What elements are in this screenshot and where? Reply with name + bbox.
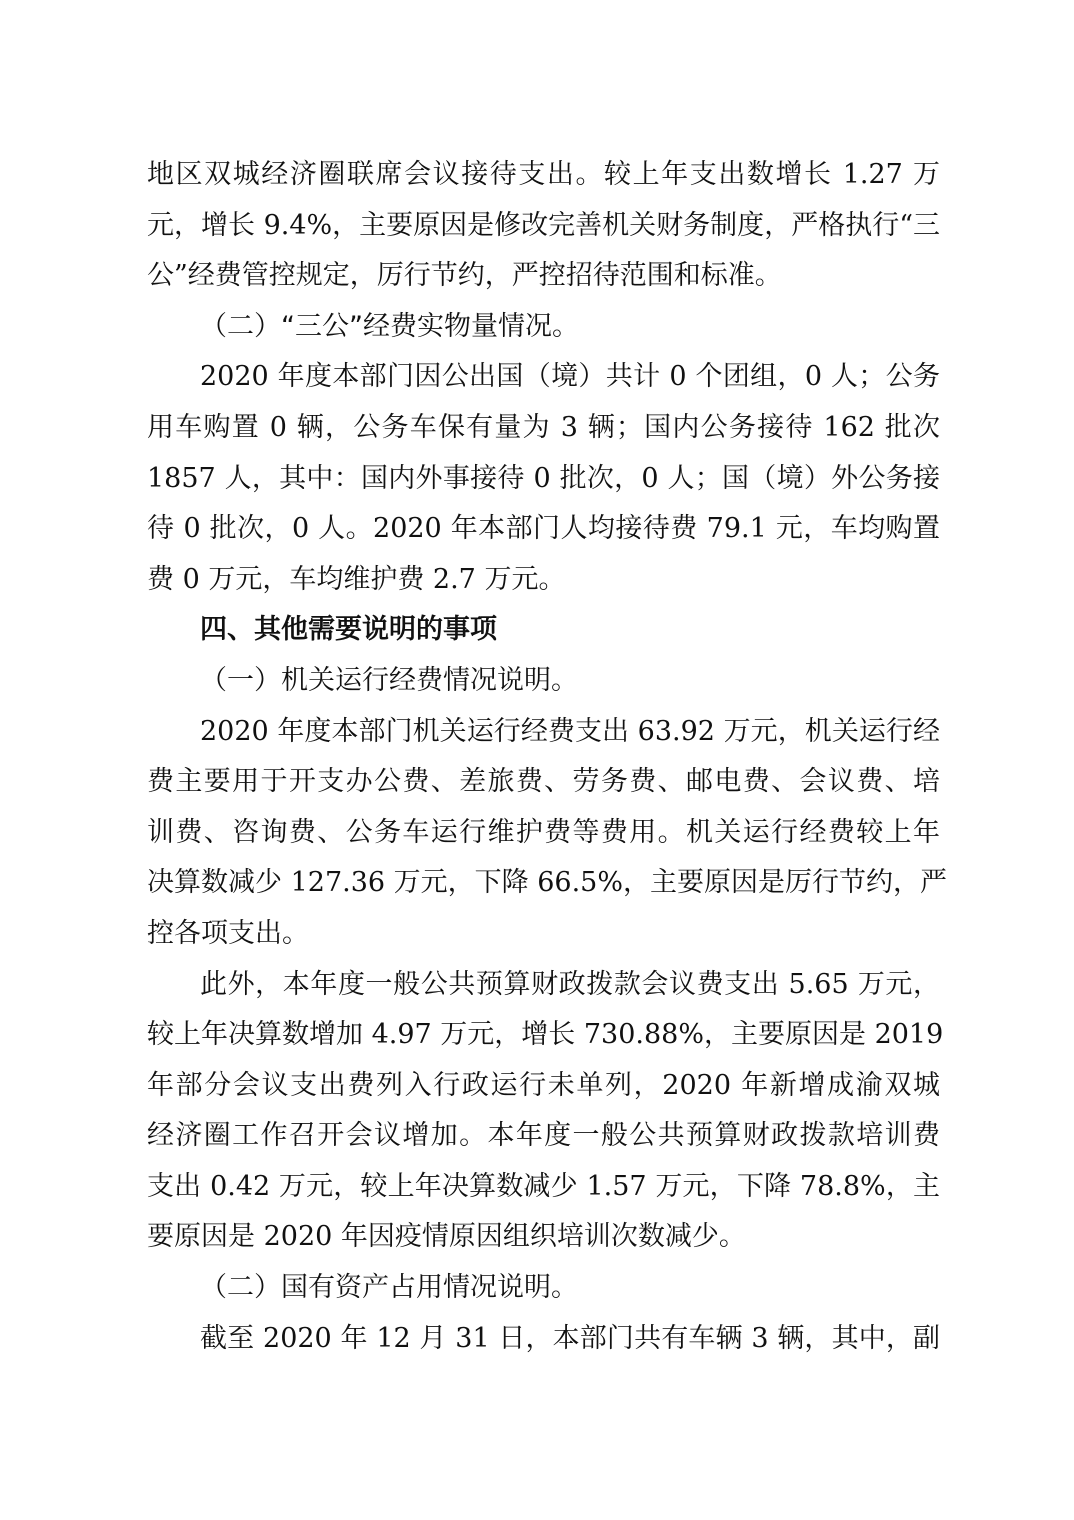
- subheading-three-public-quantities: （二）“三公”经费实物量情况。: [200, 310, 579, 342]
- paragraph-line: 2020 年度本部门因公出国（境）共计 0 个团组，0 人；公务: [200, 361, 940, 393]
- paragraph-operating-expenses: [147, 707, 947, 960]
- paragraph-line: 2020 年度本部门机关运行经费支出 63.92 万元，机关运行经: [200, 715, 940, 747]
- paragraph-line: 待 0 批次，0 人。2020 年本部门人均接待费 79.1 元，车均购置: [147, 513, 940, 545]
- paragraph-line: 地区双城经济圈联席会议接待支出。较上年支出数增长 1.27 万: [147, 159, 940, 190]
- paragraph-line: 经济圈工作召开会议增加。本年度一般公共预算财政拨款培训费: [147, 1120, 940, 1152]
- paragraph-line: 训费、咨询费、公务车运行维护费等费用。机关运行经费较上年: [147, 816, 940, 848]
- document-body: [147, 150, 947, 1364]
- paragraph-line: 截至 2020 年 12 月 31 日，本部门共有车辆 3 辆，其中，副: [200, 1322, 940, 1354]
- paragraph-line: 元，增长 9.4%，主要原因是修改完善机关财务制度，严格执行“三: [147, 209, 940, 241]
- paragraph-state-assets: [147, 1314, 940, 1365]
- paragraph-line: 此外，本年度一般公共预算财政拨款会议费支出 5.65 万元，: [200, 968, 940, 1000]
- paragraph-reception-expenses: [147, 150, 940, 302]
- paragraph-meeting-training-fees: [147, 960, 944, 1264]
- subheading-operating-expenses: （一）机关运行经费情况说明。: [200, 664, 578, 696]
- paragraph-line: 控各项支出。: [147, 917, 309, 949]
- paragraph-line: 费主要用于开支办公费、差旅费、劳务费、邮电费、会议费、培: [147, 766, 940, 798]
- subheading-state-assets: （二）国有资产占用情况说明。: [200, 1272, 578, 1304]
- paragraph-line: 1857 人，其中：国内外事接待 0 批次，0 人；国（境）外公务接: [147, 462, 940, 494]
- paragraph-line: 用车购置 0 辆，公务车保有量为 3 辆；国内公务接待 162 批次: [147, 411, 940, 443]
- paragraph-line: 要原因是 2020 年因疫情原因组织培训次数减少。: [147, 1221, 746, 1253]
- paragraph-line: 公”经费管控规定，厉行节约，严控招待范围和标准。: [147, 260, 782, 292]
- paragraph-line: 决算数减少 127.36 万元，下降 66.5%，主要原因是厉行节约，严: [147, 867, 947, 899]
- paragraph-line: 年部分会议支出费列入行政运行未单列，2020 年新增成渝双城: [147, 1069, 940, 1101]
- paragraph-line: 较上年决算数增加 4.97 万元，增长 730.88%，主要原因是 2019: [147, 1019, 944, 1051]
- paragraph-line: 费 0 万元，车均维护费 2.7 万元。: [147, 563, 566, 595]
- paragraph-line: 支出 0.42 万元，较上年决算数减少 1.57 万元，下降 78.8%，主: [147, 1170, 940, 1202]
- section-heading-other-matters: 四、其他需要说明的事项: [200, 614, 497, 646]
- paragraph-three-public-quantities: [147, 352, 940, 605]
